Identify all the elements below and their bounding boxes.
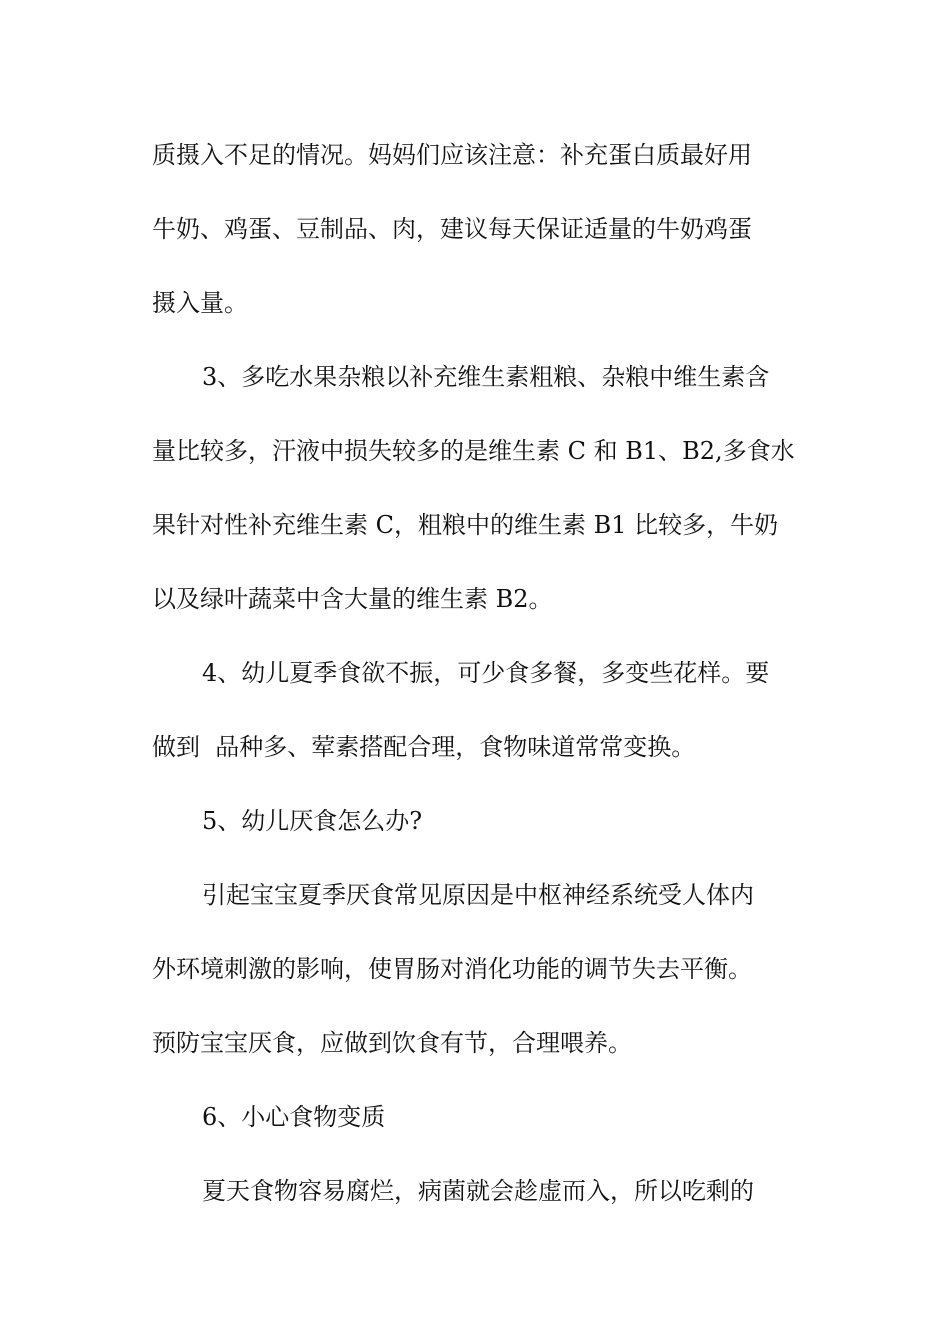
document-body: [152, 118, 812, 1228]
text-line: 摄入量。: [152, 289, 248, 317]
paragraph-start-line: 夏天食物容易腐烂，病菌就会趁虚而入，所以吃剩的: [202, 1177, 754, 1205]
text-line: 外环境刺激的影响，使胃肠对消化功能的调节失去平衡。: [152, 955, 752, 983]
paragraph-start-line: 引起宝宝夏季厌食常见原因是中枢神经系统受人体内: [202, 881, 754, 909]
paragraph-start-line: 3、多吃水果杂粮以补充维生素粗粮、杂粮中维生素含: [202, 363, 770, 391]
text-line: 做到 品种多、荤素搭配合理，食物味道常常变换。: [152, 733, 696, 761]
text-line: 预防宝宝厌食，应做到饮食有节，合理喂养。: [152, 1029, 632, 1057]
text-line: 果针对性补充维生素 C，粗粮中的维生素 B1 比较多，牛奶: [152, 511, 779, 539]
text-line: 质摄入不足的情况。妈妈们应该注意：补充蛋白质最好用: [152, 141, 752, 169]
text-line: 牛奶、鸡蛋、豆制品、肉，建议每天保证适量的牛奶鸡蛋: [152, 215, 752, 243]
section-heading: 5、幼儿厌食怎么办?: [202, 807, 423, 835]
section-heading: 6、小心食物变质: [202, 1103, 386, 1131]
text-line: 量比较多，汗液中损失较多的是维生素 C 和 B1、B2,多食水: [152, 437, 795, 465]
paragraph-start-line: 4、幼儿夏季食欲不振，可少食多餐，多变些花样。要: [202, 659, 770, 687]
text-line: 以及绿叶蔬菜中含大量的维生素 B2。: [152, 585, 553, 613]
